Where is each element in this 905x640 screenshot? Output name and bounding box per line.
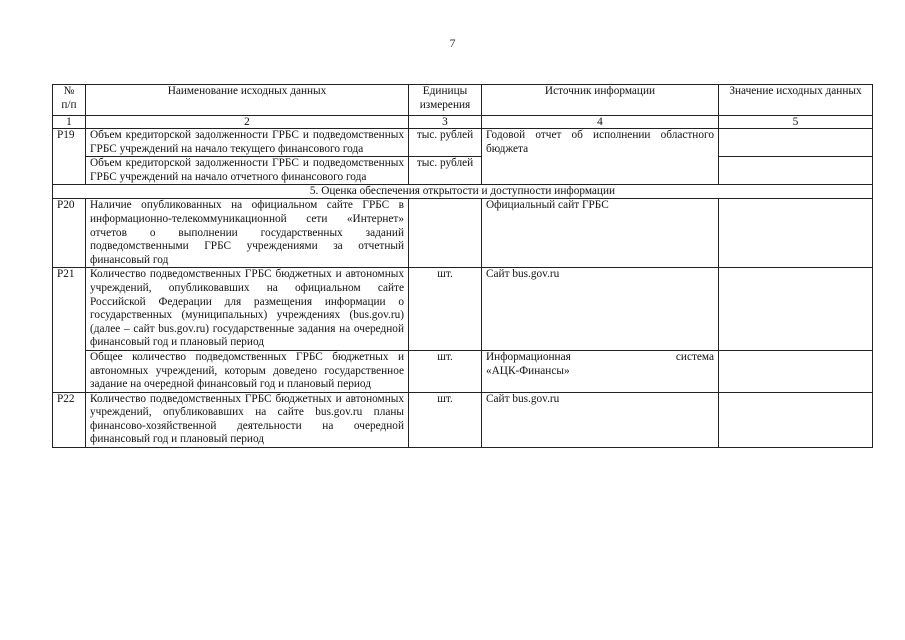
indicator-name: Количество подведомственных ГРБС бюджетных и автономных учреждений, опубликовавших на сайте bus.gov.ru планы финансово-хозяйственной деятельности на очередной финансовый год и плановый период [86, 392, 409, 447]
unit-cell: тыс. рублей [409, 157, 482, 185]
table-row [53, 129, 873, 157]
column-index: 4 [482, 116, 719, 129]
value-cell [719, 129, 873, 157]
source-line: Информационная система [486, 350, 714, 363]
source-cell: Официальный сайт ГРБС [482, 199, 719, 268]
section-heading-row [53, 185, 873, 199]
table-row [53, 392, 873, 447]
indicator-name: Количество подведомственных ГРБС бюджетных и автономных учреждений, опубликовавших на официальном сайте Российской Федерации для размещения информации о государственных (муниципальных) учреждениях (bus.gov.ru) (далее – сайт bus.gov.ru) государственные задания на очередной финансовый год и плановый период [86, 268, 409, 351]
column-index: 1 [53, 116, 86, 129]
column-index: 5 [719, 116, 873, 129]
table-row [53, 199, 873, 268]
table-row [53, 350, 873, 392]
table-row [53, 157, 873, 185]
section-heading: 5. Оценка обеспечения открытости и доступности информации [53, 185, 873, 199]
indicator-name: Наличие опубликованных на официальном сайте ГРБС в информационно-телекоммуникационной сети «Интернет» отчетов о выполнении государственных заданий подведомственными ГРБС учреждениями за отчетный финансовый год [86, 199, 409, 268]
source-data-table [52, 84, 873, 448]
column-index-row [53, 116, 873, 129]
value-cell [719, 350, 873, 392]
source-cell: Сайт bus.gov.ru [482, 268, 719, 351]
source-cell: Годовой отчет об исполнении областного бюджета [482, 129, 719, 185]
row-number: Р21 [53, 268, 86, 392]
source-cell: Сайт bus.gov.ru [482, 392, 719, 447]
header-value: Значение исходных данных [719, 85, 873, 116]
unit-cell [409, 199, 482, 268]
source-cell [482, 350, 719, 392]
row-number: Р22 [53, 392, 86, 447]
header-units: Единицы измерения [409, 85, 482, 116]
header-num: № п/п [53, 85, 86, 116]
column-index: 3 [409, 116, 482, 129]
table-row [53, 268, 873, 351]
value-cell [719, 157, 873, 185]
value-cell [719, 392, 873, 447]
unit-cell: шт. [409, 392, 482, 447]
unit-cell: шт. [409, 268, 482, 351]
value-cell [719, 268, 873, 351]
column-index: 2 [86, 116, 409, 129]
unit-cell: тыс. рублей [409, 129, 482, 157]
source-line: «АЦК-Финансы» [486, 364, 570, 377]
row-number: Р20 [53, 199, 86, 268]
page-number: 7 [449, 36, 456, 50]
header-name: Наименование исходных данных [86, 85, 409, 116]
indicator-name: Общее количество подведомственных ГРБС бюджетных и автономных учреждений, которым доведено государственное задание на очередной финансовый год и плановый период [86, 350, 409, 392]
table-header-row [53, 85, 873, 116]
unit-cell: шт. [409, 350, 482, 392]
header-source: Источник информации [482, 85, 719, 116]
indicator-name: Объем кредиторской задолженности ГРБС и подведомственных ГРБС учреждений на начало текущего финансового года [86, 129, 409, 157]
row-number: Р19 [53, 129, 86, 185]
indicator-name: Объем кредиторской задолженности ГРБС и подведомственных ГРБС учреждений на начало отчетного финансового года [86, 157, 409, 185]
value-cell [719, 199, 873, 268]
